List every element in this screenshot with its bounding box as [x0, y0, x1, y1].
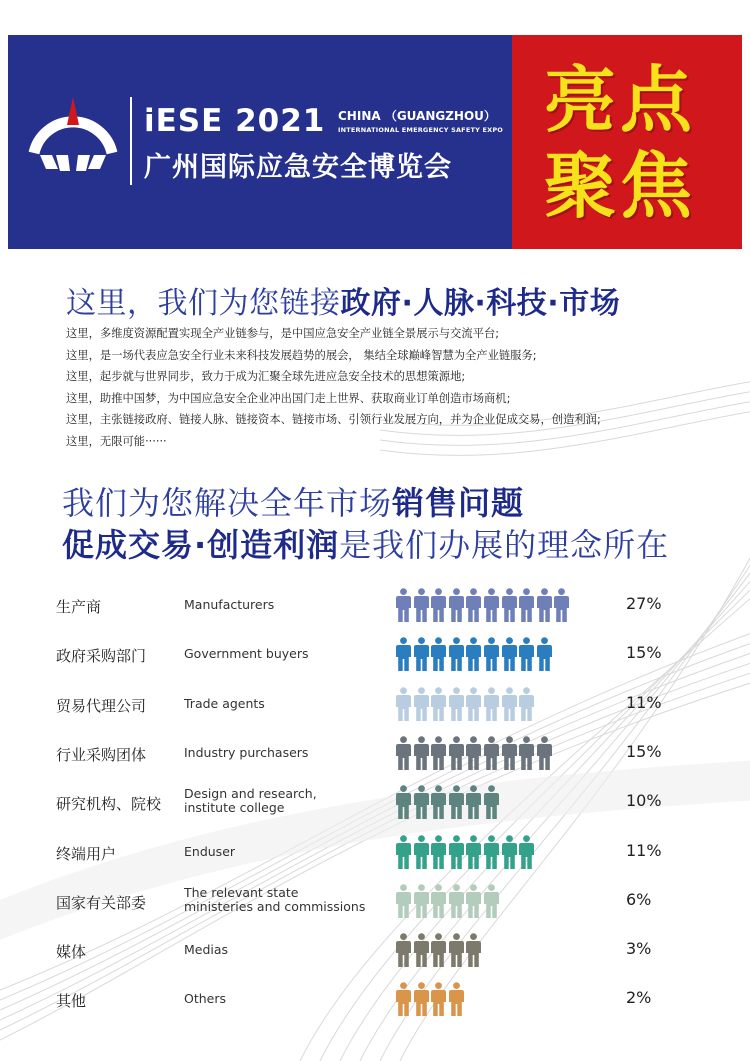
person-icon: [431, 736, 446, 770]
intro-line: 这里，主张链接政府、链接人脉、链接资本、链接市场、引领行业发展方向，并为企业促成交易，创造利润;: [66, 413, 601, 426]
person-icon: [484, 736, 499, 770]
person-icon: [449, 785, 464, 819]
category-label-en-line: Manufacturers: [184, 597, 275, 612]
person-icon: [554, 588, 569, 622]
person-icons: [396, 785, 499, 819]
person-icons: [396, 982, 464, 1016]
audience-row: [0, 827, 750, 876]
person-icon: [484, 588, 499, 622]
person-icon: [466, 884, 481, 918]
intro-title: [66, 278, 620, 322]
category-label-en-line: Medias: [184, 942, 229, 958]
category-label-en-line: Industry purchasers: [184, 744, 309, 760]
brand-name: iESE 2021: [144, 103, 326, 139]
person-icon: [431, 884, 446, 918]
category-label-en-line: Trade agents: [184, 695, 265, 711]
person-icon: [484, 884, 499, 918]
intro-title-plain: 这里，我们为您链接: [66, 286, 341, 321]
category-label-cn: 行业采购团体: [56, 745, 147, 764]
intro-line: 这里，起步就与世界同步，致力于成为汇聚全球先进应急安全技术的思想策源地;: [66, 370, 466, 383]
header-red-panel: [512, 35, 742, 249]
expo-logo-icon: [28, 95, 118, 175]
category-label-en: [184, 697, 265, 711]
category-label-en-line: Others: [184, 991, 227, 1007]
intro-line: 这里，助推中国梦，为中国应急安全企业冲出国门走上世界、获取商业订单创造市场商机;: [66, 391, 511, 405]
person-icon: [484, 687, 499, 721]
audience-row: [0, 679, 750, 728]
person-icon: [466, 687, 481, 721]
category-label-en-line: Design and research,: [184, 786, 317, 802]
person-icon: [414, 933, 429, 967]
person-icon: [537, 588, 552, 622]
intro-line: 这里，是一场代表应急安全行业未来科技发展趋势的展会， 集结全球巅峰智慧为全产业链服务;: [66, 348, 537, 362]
person-icon: [414, 884, 429, 918]
person-icon: [449, 588, 464, 622]
person-icon: [537, 736, 552, 770]
person-icon: [502, 588, 517, 622]
highlight-title: [544, 57, 724, 229]
person-icons: [396, 835, 534, 869]
category-label-en: [184, 647, 309, 661]
person-icon: [519, 835, 534, 869]
percentage-value: 27%: [626, 594, 662, 613]
category-label-en: [184, 845, 235, 859]
slogan-line-1-bold: 销售问题: [392, 484, 525, 522]
percentage-value: 3%: [626, 939, 652, 959]
person-icon: [466, 637, 481, 671]
slogan-line-2-plain: 是我们办展的理念所在: [339, 526, 670, 564]
person-icon: [431, 588, 446, 622]
audience-row: [0, 974, 750, 1023]
person-icon: [396, 785, 411, 819]
category-label-cn: 其他: [56, 992, 87, 1011]
person-icon: [502, 637, 517, 671]
logo-divider: [130, 97, 132, 185]
person-icon: [449, 637, 464, 671]
person-icon: [414, 588, 429, 622]
person-icons: [396, 637, 552, 671]
category-label-en-line: The relevant state: [184, 884, 299, 900]
person-icon: [466, 785, 481, 819]
slogan-line-1-plain: 我们为您解决全年市场: [62, 484, 393, 522]
intro-line: 这里，多维度资源配置实现全产业链参与，是中国应急安全产业链全景展示与交流平台;: [66, 327, 500, 340]
audience-row: [0, 728, 750, 777]
person-icon: [449, 736, 464, 770]
category-label-en: [184, 746, 308, 760]
person-icon: [414, 785, 429, 819]
percentage-value: 11%: [626, 692, 662, 712]
person-icon: [396, 835, 411, 869]
person-icons: [396, 687, 534, 721]
person-icon: [431, 982, 446, 1016]
percentage-value: 11%: [626, 840, 662, 860]
percentage-value: 6%: [626, 889, 652, 909]
percentage-value: 10%: [626, 791, 662, 811]
person-icon: [414, 835, 429, 869]
person-icon: [414, 637, 429, 671]
person-icon: [396, 933, 411, 967]
person-icons: [396, 884, 499, 918]
category-label-cn: 贸易代理公司: [56, 696, 147, 715]
audience-row: [0, 580, 750, 629]
audience-row: [0, 629, 750, 678]
person-icon: [466, 835, 481, 869]
person-icon: [396, 588, 411, 622]
slogan-line-1: [62, 478, 524, 524]
person-icon: [431, 933, 446, 967]
person-icon: [396, 884, 411, 918]
category-label-cn: 政府采购部门: [56, 647, 147, 666]
person-icon: [502, 835, 517, 869]
person-icon: [431, 785, 446, 819]
category-label-cn: 终端用户: [56, 844, 117, 863]
slogan-line-2: [62, 520, 669, 566]
person-icon: [431, 835, 446, 869]
highlight-line-1: 亮点: [544, 58, 697, 142]
person-icon: [484, 637, 499, 671]
person-icons: [396, 588, 569, 622]
category-label-cn: 媒体: [56, 943, 87, 962]
person-icon: [396, 982, 411, 1016]
percentage-value: 15%: [626, 643, 662, 663]
intro-title-bold: 政府·人脉·科技·市场: [340, 286, 621, 321]
header-blue-panel: [8, 35, 512, 249]
person-icon: [484, 785, 499, 819]
person-icon: [519, 736, 534, 770]
category-label-en-line: Government buyers: [184, 646, 309, 662]
person-icon: [449, 687, 464, 721]
person-icon: [414, 736, 429, 770]
person-icon: [431, 687, 446, 721]
audience-row: [0, 925, 750, 974]
brand-chinese-name: 广州国际应急安全博览会: [144, 152, 452, 183]
category-label-en: [184, 886, 365, 914]
audience-row: [0, 876, 750, 925]
person-icon: [466, 736, 481, 770]
person-icon: [449, 933, 464, 967]
percentage-value: 15%: [626, 741, 662, 761]
category-label-cn: 生产商: [56, 598, 102, 616]
person-icon: [449, 835, 464, 869]
person-icon: [396, 736, 411, 770]
person-icon: [396, 687, 411, 721]
category-label-en-line: Enduser: [184, 843, 236, 859]
person-icon: [519, 637, 534, 671]
intro-line: 这里，无限可能······: [66, 434, 167, 448]
category-label-en: [184, 943, 228, 957]
person-icon: [502, 736, 517, 770]
highlight-line-2: 聚焦: [544, 144, 697, 228]
person-icon: [449, 884, 464, 918]
person-icon: [449, 982, 464, 1016]
person-icons: [396, 736, 552, 770]
person-icon: [519, 588, 534, 622]
audience-row: [0, 777, 750, 826]
category-label-en: [184, 992, 226, 1006]
slogan-line-2-bold: 促成交易·创造利润: [62, 526, 340, 564]
person-icon: [502, 687, 517, 721]
person-icon: [466, 933, 481, 967]
person-icon: [484, 835, 499, 869]
brand-expo-name: INTERNATIONAL EMERGENCY SAFETY EXPO: [338, 126, 504, 134]
intro-text-list: [66, 323, 601, 452]
person-icon: [414, 687, 429, 721]
person-icon: [414, 982, 429, 1016]
person-icon: [396, 637, 411, 671]
category-label-en: [184, 598, 274, 612]
percentage-value: 2%: [626, 988, 652, 1008]
category-label-cn: 国家有关部委: [56, 893, 147, 912]
person-icon: [431, 637, 446, 671]
brand-country: CHINA （GUANGZHOU）: [338, 109, 496, 123]
category-label-en-line: institute college: [184, 800, 285, 816]
category-label-en: [184, 787, 317, 815]
person-icon: [537, 637, 552, 671]
category-label-cn: 研究机构、院校: [56, 795, 162, 814]
category-label-en-line: ministeries and commissions: [184, 898, 366, 914]
person-icons: [396, 933, 481, 967]
header-banner: [8, 35, 742, 249]
person-icon: [519, 687, 534, 721]
person-icon: [466, 588, 481, 622]
